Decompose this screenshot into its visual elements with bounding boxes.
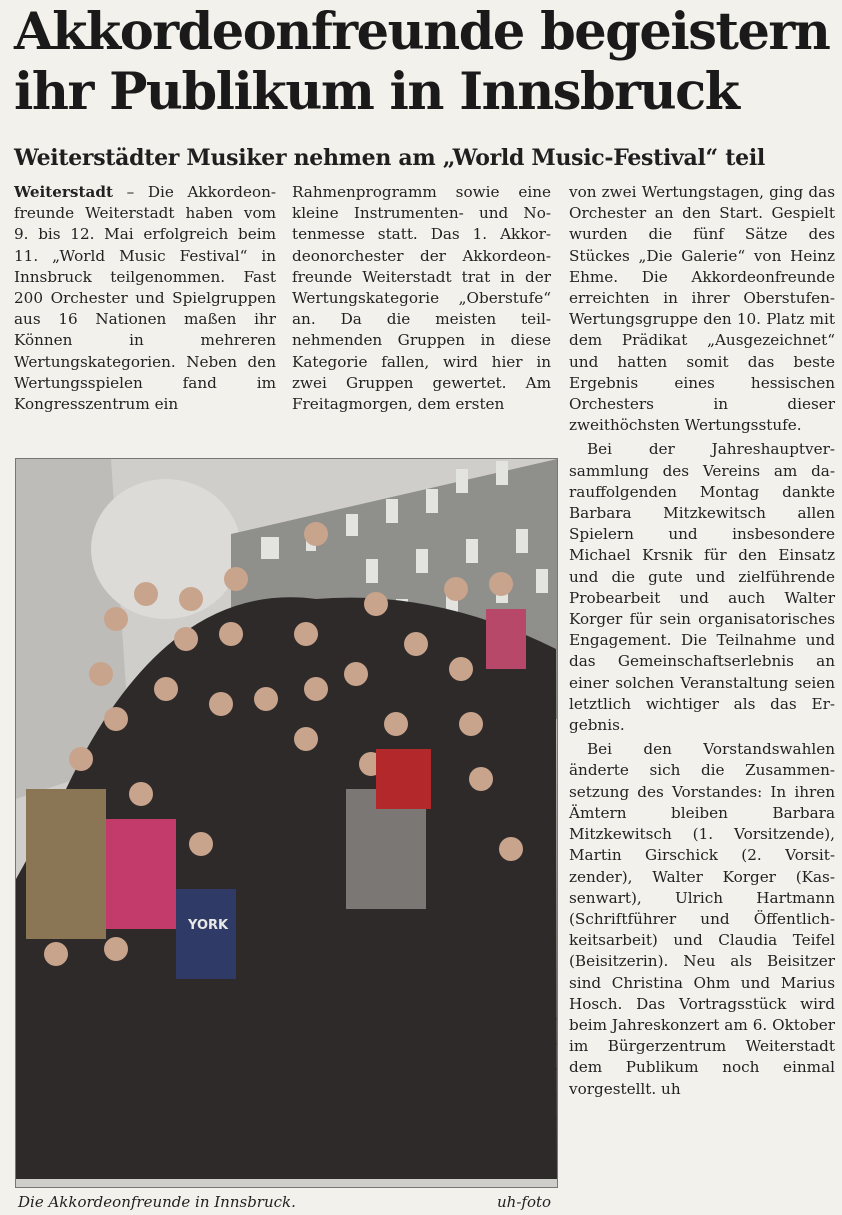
photo-credit: uh-foto	[497, 1193, 552, 1211]
group-photo-illustration	[16, 459, 557, 1187]
photo-caption: Die Akkordeonfreunde in Innsbruck.	[18, 1193, 296, 1211]
tan-jacket	[26, 789, 106, 939]
column-1-text: – Die Akkordeonfreunde Weiterstadt haben vom 9. bis 12. Mai erfolgreich beim 11. „World Music Festival“ in Innsbruck teilgenommen. Fast 200 Orchester und Spielgruppen aus 16 Nationen maßen ihr Können in mehreren Wertungskategorien. Neben den Wertungsspielen fand im Kongresszentrum ein	[14, 183, 277, 414]
paragraph	[14, 182, 276, 415]
column-3-paragraph-1: von zwei Wertungstagen, ging das Orchester an den Start. Gespielt wurden die fünf Sätze des Stückes „Die Galerie“ von Heinz Ehme. Die Akkordeonfreunde erreichten in ihrer Oberstufen-Wertungsgruppe den 10. Platz mit dem Prädikat „Ausgezeichnet“ und hatten somit das beste Ergebnis eines hessischen Orchesters in dieser zweithöchsten Wertungsstufe.	[569, 183, 835, 435]
article-column-2	[292, 182, 551, 415]
group-photo	[15, 458, 558, 1188]
red-jacket	[376, 749, 431, 809]
article-column-1	[14, 182, 276, 415]
column-3-paragraph-3: Bei den Vorstandswahlen änderte sich die Zusammensetzung des Vorstandes: In ihren Ämtern bleiben Barbara Mitzkewitsch (1. Vorsitzende), Martin Girschick (2. Vorsitzender), Walter Korger (Kassenwart), Ulrich Hartmann (Schriftführer und Öffentlichkeitsarbeit) und Claudia Teifel (Beisitzerin). Neu als Beisitzer sind Christina Ohm und Marius Hosch. Das Vortragsstück wird beim Jahreskonzert am 6. Oktober im Bürgerzentrum Weiterstadt dem Publikum noch einmal vorgestellt. uh	[569, 740, 835, 1098]
pink-top	[486, 609, 526, 669]
pink-jacket	[106, 819, 176, 929]
article-column-3	[569, 182, 835, 1100]
shirt-print: YORK	[188, 918, 229, 933]
headline	[14, 2, 834, 122]
column-2-text: Rahmenprogramm sowie eine kleine Instrumenten- und Notenmesse statt. Das 1. Akkordeonorchester der Akkordeonfreunde Weiterstadt trat in der Wertungskategorie „Oberstufe“ an. Da die meisten teilnehmenden Gruppen in diese Kategorie fallen, wird hier in zwei Gruppen gewertet. Am Freitagmorgen, dem ersten	[292, 183, 551, 414]
column-3-paragraph-2: Bei der Jahreshauptversammlung des Vereins am darauffolgenden Montag dankte Barbara Mitzkewitsch allen Spielern und insbesondere Michael Krsnik für den Einsatz und die gute und zielführende Probearbeit und auch Walter Korger für sein organisatorisches Engagement. Die Teilnahme und das Gemeinschaftserlebnis an einer solchen Veranstaltung seien letztlich wichtiger als das Ergebnis.	[569, 440, 835, 735]
dome	[91, 479, 241, 619]
dateline: Weiterstadt	[14, 183, 113, 201]
headline-line-2: ihr Publikum in Innsbruck	[14, 62, 739, 122]
subheadline: Weiterstädter Musiker nehmen am „World Music-Festival“ teil	[14, 145, 765, 171]
kid-shirt	[176, 889, 236, 979]
headline-line-1: Akkordeonfreunde begeistern	[14, 2, 830, 62]
